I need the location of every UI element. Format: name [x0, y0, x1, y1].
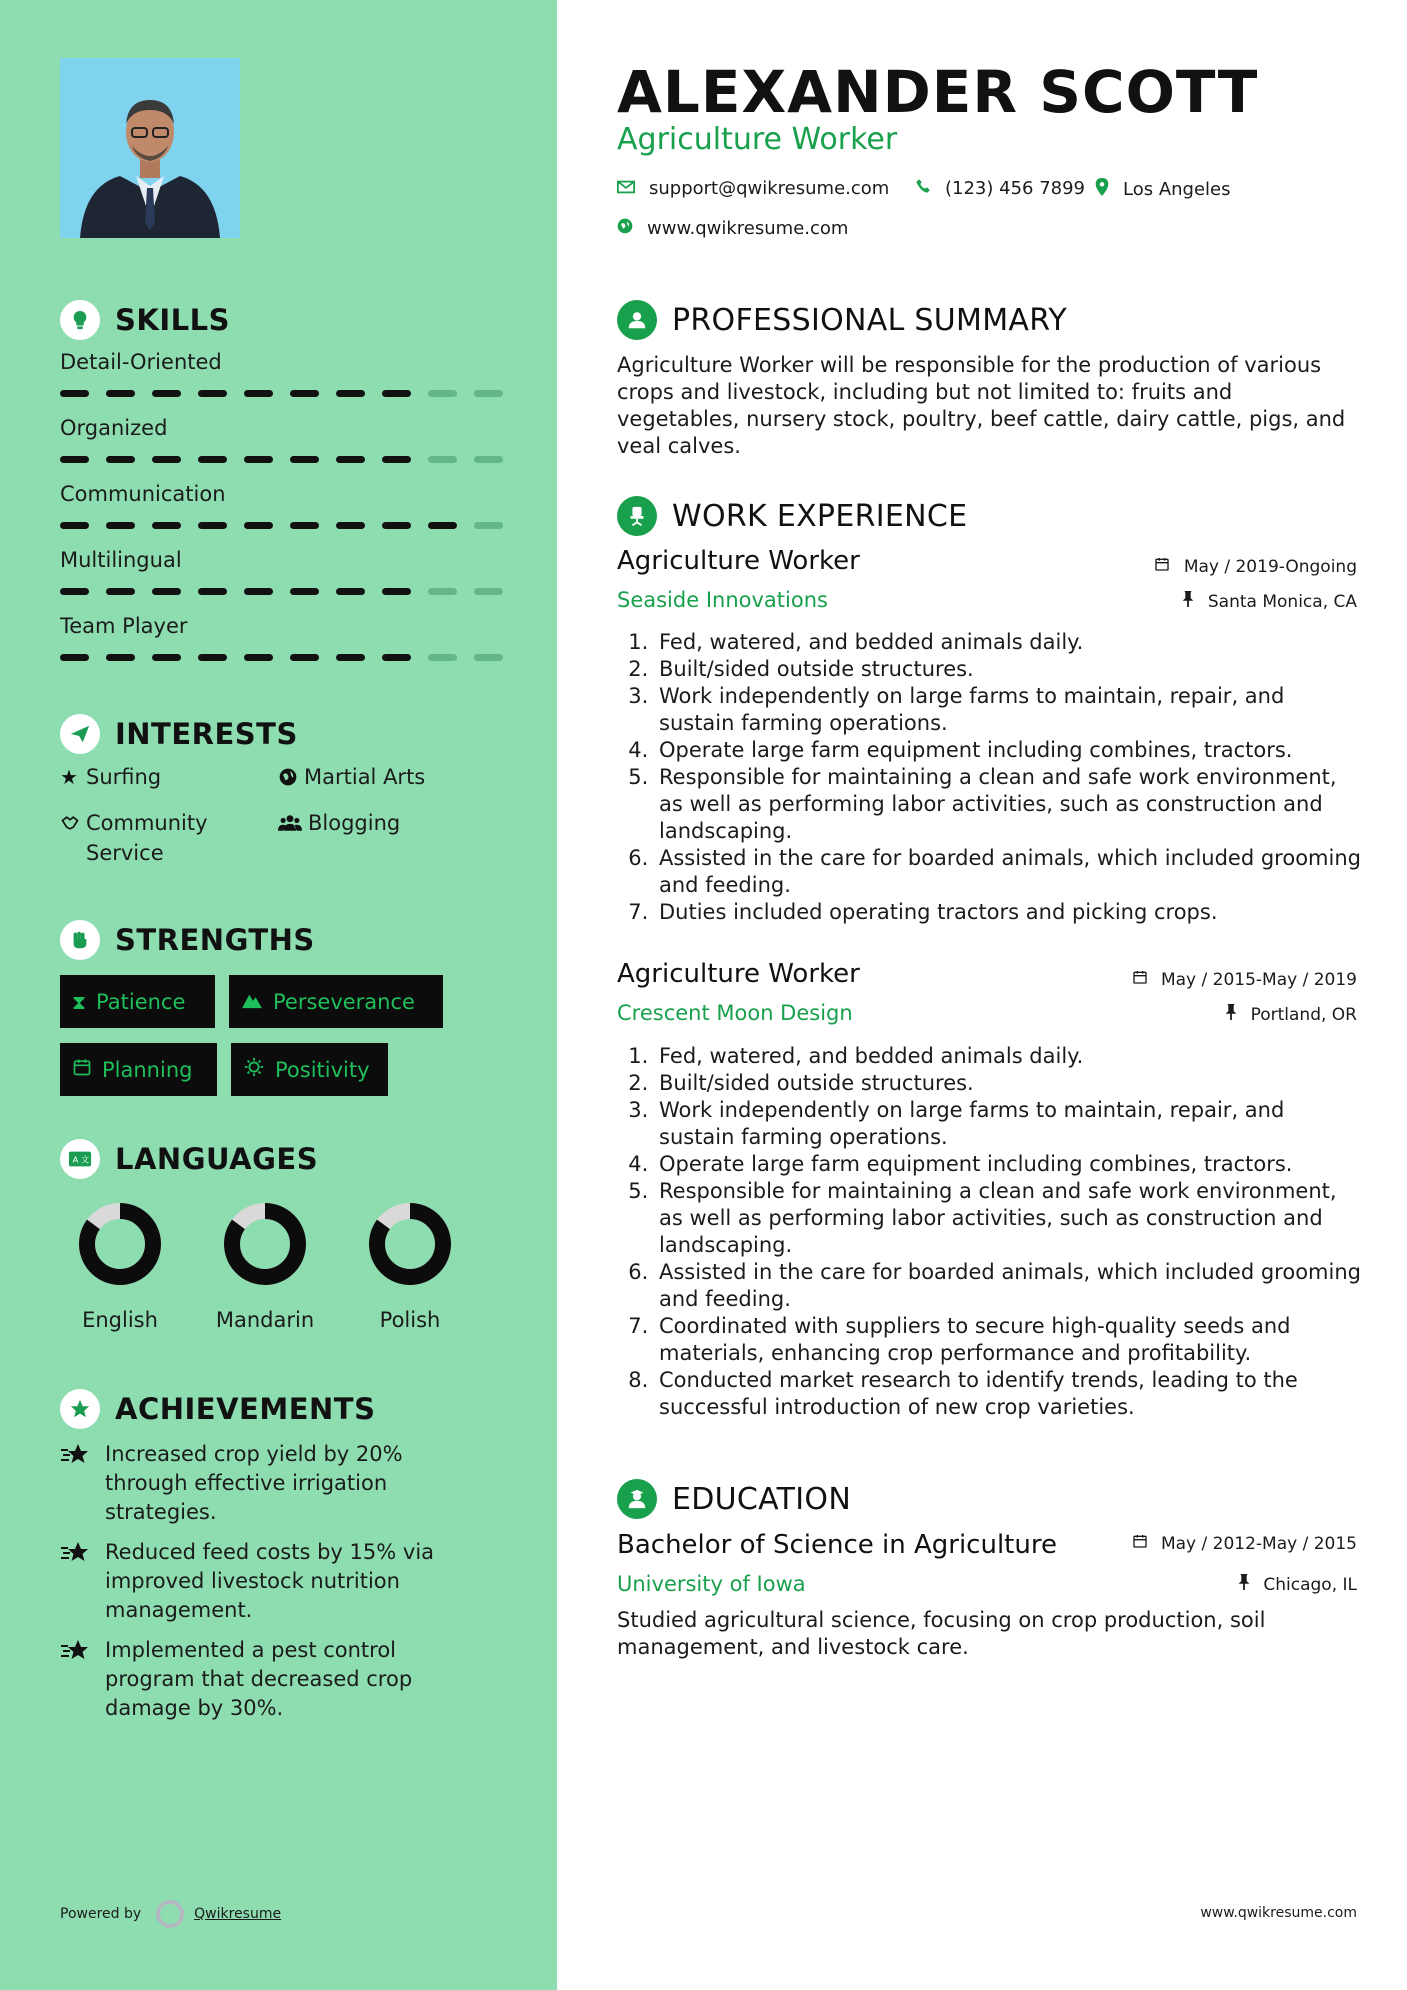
- skill-level-bar: [60, 456, 520, 463]
- language-donut: [366, 1200, 454, 1288]
- duty-item: 3. Work independently on large farms to maintain, repair, and sustain farming operations.: [655, 683, 1365, 737]
- skill-item: [60, 548, 500, 614]
- skill-dot: [244, 654, 273, 661]
- languages-title: LANGUAGES: [115, 1142, 319, 1176]
- interest-label: Martial Arts: [304, 765, 426, 789]
- website-text: www.qwikresume.com: [647, 218, 849, 239]
- strength-chip: [60, 975, 215, 1028]
- strength-label: Planning: [102, 1057, 193, 1082]
- summary-title: PROFESSIONAL SUMMARY: [672, 302, 1068, 338]
- job-duties-list: [635, 629, 1365, 926]
- duty-item: 3. Work independently on large farms to maintain, repair, and sustain farming operations.: [655, 1097, 1365, 1151]
- star-icon: ★: [60, 765, 78, 789]
- qwikresume-link[interactable]: Qwikresume: [194, 1906, 282, 1922]
- achievements-heading: [60, 1389, 375, 1429]
- skill-label: Multilingual: [60, 548, 182, 572]
- language-item: [60, 1200, 180, 1332]
- skill-dot: [336, 522, 365, 529]
- interests-heading: [60, 714, 298, 754]
- star-icon: [60, 1636, 105, 1723]
- candidate-role: Agriculture Worker: [617, 122, 898, 157]
- job-title: Agriculture Worker: [617, 546, 860, 576]
- skill-level-bar: [60, 654, 520, 661]
- interest-label: Blogging: [308, 811, 401, 835]
- skill-dot: [60, 522, 89, 529]
- language-label: English: [82, 1308, 158, 1332]
- skill-dot: [382, 456, 411, 463]
- skill-dot: [336, 588, 365, 595]
- interest-label: Community Service: [86, 811, 208, 865]
- skill-dot: [244, 522, 273, 529]
- powered-by-label: Powered by: [60, 1906, 142, 1922]
- paper-plane-icon: [60, 714, 100, 754]
- school-name: University of Iowa: [617, 1572, 806, 1596]
- job-date-text: May / 2019-Ongoing: [1183, 557, 1357, 577]
- users-icon: [278, 808, 308, 841]
- interest-item: [60, 762, 161, 792]
- skill-dot: [152, 654, 181, 661]
- globe-icon: [617, 218, 633, 239]
- education-date: [1132, 1533, 1357, 1554]
- duty-item: 4. Operate large farm equipment including combines, tractors.: [655, 1151, 1365, 1178]
- duty-item: 8. Conducted market research to identify trends, leading to the successful introduction of new crop varieties.: [655, 1367, 1365, 1421]
- contact-website[interactable]: [617, 218, 848, 239]
- strengths-heading: [60, 920, 315, 960]
- skill-dot: [106, 522, 135, 529]
- handshake-icon: [60, 808, 86, 868]
- star-icon: [60, 1440, 105, 1527]
- skill-dot: [290, 456, 319, 463]
- skill-dot: [336, 390, 365, 397]
- skills-title: SKILLS: [115, 303, 230, 337]
- skill-dot: [428, 390, 457, 397]
- job-duties-list: [635, 1043, 1365, 1421]
- skill-dot: [152, 588, 181, 595]
- star-icon: [60, 1538, 105, 1625]
- calendar-icon: [1132, 1534, 1153, 1554]
- achievement-item: [60, 1440, 465, 1527]
- skill-dot: [474, 390, 503, 397]
- strength-label: Perseverance: [273, 989, 415, 1014]
- duty-item: 7. Coordinated with suppliers to secure high-quality seeds and materials, enhancing crop performance and profitability.: [655, 1313, 1365, 1367]
- contact-phone[interactable]: [915, 178, 1085, 199]
- job-location-text: Santa Monica, CA: [1207, 592, 1357, 612]
- powered-by: [60, 1900, 281, 1928]
- skill-level-bar: [60, 522, 520, 529]
- calendar-icon: [72, 1057, 92, 1082]
- interest-item: [278, 762, 425, 795]
- graduate-icon: [617, 1479, 657, 1519]
- skill-level-bar: [60, 588, 520, 595]
- interest-label: Surfing: [86, 765, 162, 789]
- education-title: EDUCATION: [672, 1481, 852, 1517]
- education-location: [1238, 1574, 1357, 1595]
- star-badge-icon: [60, 1389, 100, 1429]
- skill-dot: [152, 390, 181, 397]
- skill-dot: [290, 390, 319, 397]
- footer-url[interactable]: www.qwikresume.com: [1200, 1905, 1357, 1921]
- skill-dot: [428, 588, 457, 595]
- skill-dot: [198, 390, 227, 397]
- skill-dot: [474, 456, 503, 463]
- duty-item: 6. Assisted in the care for boarded animals, which included grooming and feeding.: [655, 845, 1365, 899]
- push-pin-icon: [1182, 592, 1199, 612]
- office-chair-icon: [617, 496, 657, 536]
- experience-title: WORK EXPERIENCE: [672, 498, 968, 534]
- calendar-icon: [1132, 970, 1153, 990]
- skill-label: Communication: [60, 482, 226, 506]
- globe-icon: [278, 762, 304, 795]
- skills-list: [60, 350, 500, 680]
- envelope-icon: [617, 179, 635, 199]
- interest-item: [278, 808, 400, 841]
- achievements-title: ACHIEVEMENTS: [115, 1392, 376, 1426]
- qwikresume-logo-icon: [156, 1900, 184, 1928]
- svg-text:A: A: [72, 1154, 79, 1165]
- calendar-icon: [1154, 557, 1175, 577]
- skill-dot: [382, 390, 411, 397]
- skill-dot: [428, 522, 457, 529]
- duty-item: 6. Assisted in the care for boarded animals, which included grooming and feeding.: [655, 1259, 1365, 1313]
- push-pin-icon: [1225, 1005, 1242, 1025]
- duty-item: 7. Duties included operating tractors and picking crops.: [655, 899, 1365, 926]
- profile-photo: [60, 58, 240, 238]
- skill-item: [60, 416, 500, 482]
- language-donut: [76, 1200, 164, 1288]
- skill-dot: [106, 390, 135, 397]
- hourglass-icon: ⧗: [72, 989, 87, 1014]
- language-item: [205, 1200, 325, 1332]
- skill-dot: [60, 390, 89, 397]
- skill-dot: [428, 654, 457, 661]
- education-heading: [617, 1479, 851, 1519]
- skill-dot: [198, 588, 227, 595]
- language-donut: [221, 1200, 309, 1288]
- skill-item: [60, 614, 500, 680]
- phone-text: (123) 456 7899: [945, 178, 1086, 199]
- duty-item: 4. Operate large farm equipment including combines, tractors.: [655, 737, 1365, 764]
- language-icon: [60, 1139, 100, 1179]
- strengths-title: STRENGTHS: [115, 923, 315, 957]
- skill-dot: [198, 654, 227, 661]
- job-location: [1225, 1004, 1357, 1025]
- skill-dot: [382, 522, 411, 529]
- skill-label: Detail-Oriented: [60, 350, 222, 374]
- education-date-text: May / 2012-May / 2015: [1160, 1534, 1357, 1554]
- job-title: Agriculture Worker: [617, 959, 860, 989]
- skill-dot: [290, 522, 319, 529]
- summary-text: Agriculture Worker will be responsible for the production of various crops and livestock, including but not limited to: fruits and vegetables, nursery stock, poultry, beef cattle, dairy cattle, pigs, and veal calves.: [617, 353, 1346, 458]
- duty-item: 1. Fed, watered, and bedded animals daily.: [655, 629, 1365, 656]
- location-text: Los Angeles: [1123, 179, 1231, 200]
- push-pin-icon: [1238, 1575, 1255, 1595]
- language-label: Polish: [379, 1308, 441, 1332]
- job-date-text: May / 2015-May / 2019: [1160, 970, 1357, 990]
- candidate-name: ALEXANDER SCOTT: [617, 58, 1259, 126]
- skills-heading: [60, 300, 230, 340]
- job-company: Crescent Moon Design: [617, 1001, 853, 1025]
- duty-item: 1. Fed, watered, and bedded animals daily.: [655, 1043, 1365, 1070]
- map-pin-icon: [1095, 178, 1109, 201]
- skill-level-bar: [60, 390, 520, 397]
- skill-label: Organized: [60, 416, 168, 440]
- strength-chip: [231, 1043, 388, 1096]
- duty-item: 2. Built/sided outside structures.: [655, 1070, 1365, 1097]
- contact-email[interactable]: [617, 178, 889, 199]
- skill-dot: [60, 456, 89, 463]
- interests-title: INTERESTS: [115, 717, 298, 751]
- duty-item: 5. Responsible for maintaining a clean and safe work environment, as well as performing labor activities, such as construction and landscaping.: [655, 764, 1365, 845]
- skill-item: [60, 482, 500, 548]
- email-text: support@qwikresume.com: [649, 178, 890, 199]
- duty-item: 2. Built/sided outside structures.: [655, 656, 1365, 683]
- strength-label: Positivity: [275, 1057, 370, 1082]
- skill-dot: [428, 456, 457, 463]
- achievement-text: Implemented a pest control program that decreased crop damage by 30%.: [105, 1638, 413, 1720]
- sun-icon: [243, 1056, 265, 1083]
- skill-dot: [106, 654, 135, 661]
- skill-dot: [244, 456, 273, 463]
- job-date: [1132, 969, 1357, 990]
- education-location-text: Chicago, IL: [1263, 1575, 1357, 1595]
- skill-item: [60, 350, 500, 416]
- fist-icon: [60, 920, 100, 960]
- language-item: [350, 1200, 470, 1332]
- skill-dot: [198, 456, 227, 463]
- contact-location: [1095, 178, 1231, 201]
- sidebar: [0, 0, 557, 1990]
- strength-chip: [229, 975, 443, 1028]
- skill-dot: [474, 588, 503, 595]
- skill-dot: [290, 588, 319, 595]
- skill-dot: [106, 588, 135, 595]
- mountain-icon: [241, 990, 263, 1014]
- achievement-item: [60, 1538, 465, 1625]
- skill-dot: [106, 456, 135, 463]
- skill-dot: [474, 522, 503, 529]
- skill-dot: [60, 654, 89, 661]
- skill-dot: [244, 588, 273, 595]
- languages-heading: [60, 1139, 318, 1179]
- interest-item: [60, 808, 260, 868]
- job-location-text: Portland, OR: [1250, 1005, 1357, 1025]
- lightbulb-icon: [60, 300, 100, 340]
- skill-dot: [290, 654, 319, 661]
- skill-dot: [152, 522, 181, 529]
- achievement-text: Increased crop yield by 20% through effective irrigation strategies.: [105, 1442, 403, 1524]
- summary-heading: [617, 300, 1067, 340]
- job-date: [1154, 556, 1357, 577]
- degree-title: Bachelor of Science in Agriculture: [617, 1530, 1057, 1560]
- skill-dot: [244, 390, 273, 397]
- skill-dot: [336, 456, 365, 463]
- language-label: Mandarin: [215, 1308, 315, 1332]
- phone-icon: [915, 178, 931, 199]
- job-company: Seaside Innovations: [617, 588, 828, 612]
- skill-dot: [382, 654, 411, 661]
- main-content: [557, 0, 1407, 1990]
- duty-item: 5. Responsible for maintaining a clean and safe work environment, as well as performing labor activities, such as construction and landscaping.: [655, 1178, 1365, 1259]
- achievement-text: Reduced feed costs by 15% via improved livestock nutrition management.: [105, 1540, 435, 1622]
- skill-dot: [152, 456, 181, 463]
- skill-dot: [336, 654, 365, 661]
- user-icon: [617, 300, 657, 340]
- svg-text:文: 文: [80, 1154, 90, 1165]
- strength-label: Patience: [96, 989, 186, 1014]
- skill-dot: [474, 654, 503, 661]
- education-description: Studied agricultural science, focusing on crop production, soil management, and livestock care.: [617, 1608, 1266, 1659]
- job-location: [1182, 591, 1357, 612]
- skill-dot: [198, 522, 227, 529]
- skill-label: Team Player: [60, 614, 188, 638]
- experience-heading: [617, 496, 967, 536]
- strength-chip: [60, 1043, 217, 1096]
- achievement-item: [60, 1636, 465, 1723]
- skill-dot: [382, 588, 411, 595]
- skill-dot: [60, 588, 89, 595]
